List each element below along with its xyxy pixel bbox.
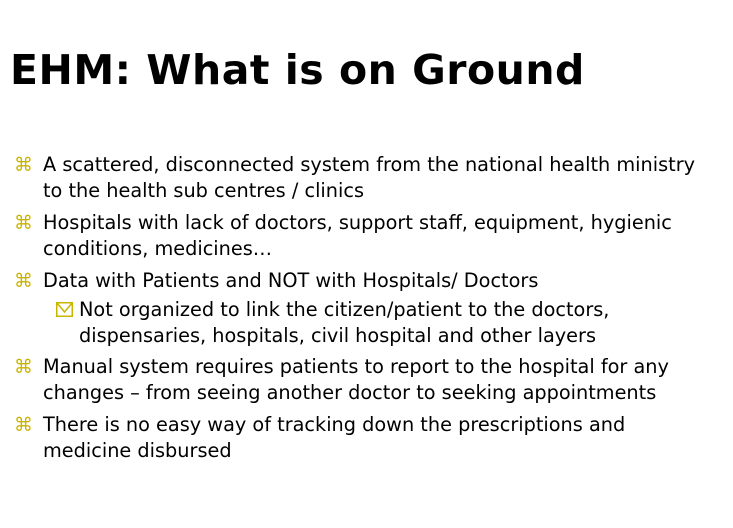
command-key-icon: ⌘ [14,414,33,436]
bullet-item [14,354,726,406]
command-key-icon: ⌘ [14,270,33,292]
bullet-list [14,152,726,470]
bullet-text: Manual system requires patients to report to the hospital for any [43,355,669,378]
envelope-icon [56,302,73,317]
bullet-item [14,412,726,464]
bullet-text: There is no easy way of tracking down the prescriptions and [43,413,626,436]
bullet-text: changes – from seeing another doctor to seeking appointments [43,381,657,404]
bullet-text: Data with Patients and NOT with Hospitals/ Doctors [43,269,539,292]
slide-title: EHM: What is on Ground [10,46,585,94]
bullet-text: Hospitals with lack of doctors, support staff, equipment, hygienic [43,211,672,234]
sub-bullet-item [14,297,726,349]
bullet-item [14,210,726,262]
bullet-text: A scattered, disconnected system from the national health ministry [43,153,696,176]
bullet-text: conditions, medicines… [43,237,273,260]
bullet-item [14,152,726,204]
bullet-text: medicine disbursed [43,439,232,462]
sub-bullet-text: dispensaries, hospitals, civil hospital and other layers [79,324,597,347]
sub-bullet-text: Not organized to link the citizen/patient to the doctors, [79,298,610,321]
command-key-icon: ⌘ [14,356,33,378]
bullet-text: to the health sub centres / clinics [43,179,365,202]
bullet-item [14,268,726,294]
command-key-icon: ⌘ [14,154,33,176]
command-key-icon: ⌘ [14,212,33,234]
